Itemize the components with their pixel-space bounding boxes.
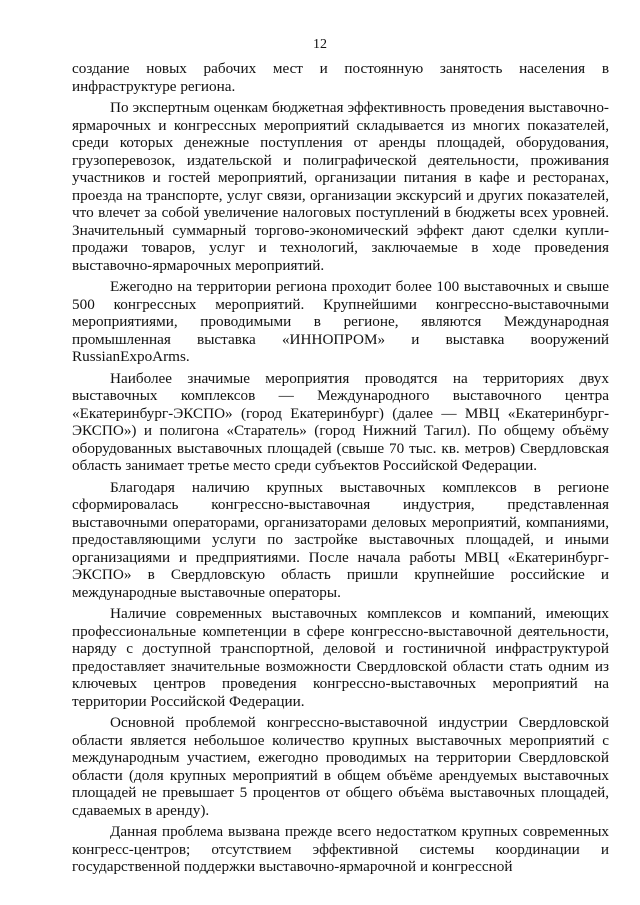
paragraph-opportunities: Наличие современных выставочных комплексов и компаний, имеющих профессиональные компетенции в сфере конгрессно-выставочной деятельности, наряду с доступной транспортной, деловой и гостиничной инфраструктурой предоставляет значительные возможности Свердловской области стать одним из ключевых центров проведения конгрессно-выставочных мероприятий на территории Российской Федерации. — [72, 605, 609, 710]
paragraph-main-problem: Основной проблемой конгрессно-выставочной индустрии Свердловской области является небольшое количество крупных выставочных мероприятий с международным участием, ежегодно проводимых на территории Свердловской области (доля крупных мероприятий в общем объёме арендуемых выставочных площадей не превышает 5 процентов от общего объёма выставочных площадей, сдаваемых в аренду). — [72, 714, 609, 819]
paragraph-budget-efficiency: По экспертным оценкам бюджетная эффективность проведения выставочно-ярмарочных и конгрессных мероприятий складывается из многих показателей, среди которых денежные поступления от аренды площадей, оборудования, грузоперевозок, издательской и полиграфической деятельности, проживания участников и гостей мероприятий, организации питания в кафе и ресторанах, проезда на транспорте, услуг связи, организации экскурсий и других показателей, что влечет за собой увеличение налоговых поступлений в бюджеты всех уровней. Значительный суммарный торгово-экономический эффект дают сделки купли-продажи товаров, услуг и технологий, заключаемые в ходе проведения выставочно-ярмарочных мероприятий. — [72, 99, 609, 274]
paragraph-problem-causes: Данная проблема вызвана прежде всего недостатком крупных современных конгресс-центров; отсутствием эффективной системы координации и государственной поддержки выставочно-ярмарочной и конгрессной — [72, 823, 609, 875]
paragraph-exhibition-complexes: Наиболее значимые мероприятия проводятся на территориях двух выставочных комплексов — Международного выставочного центра «Екатеринбург-ЭКСПО» (город Екатеринбург) (далее — МВЦ «Екатеринбург-ЭКСПО») и полигона «Старатель» (город Нижний Тагил). По общему объёму оборудованных выставочных площадей (свыше 70 тыс. кв. метров) Свердловская область занимает третье место среди субъектов Российской Федерации. — [72, 369, 609, 474]
page-number: 12 — [313, 37, 327, 52]
paragraph-annual-events: Ежегодно на территории региона проходит более 100 выставочных и свыше 500 конгрессных мероприятий. Крупнейшими конгрессно-выставочными мероприятиями, проводимыми в регионе, являются Международная промышленная выставка «ИННОПРОМ» и выставка вооружений RussianExpoArms. — [72, 278, 609, 365]
document-body — [72, 60, 609, 880]
paragraph-continuation: создание новых рабочих мест и постоянную занятость населения в инфраструктуре региона. — [72, 60, 609, 95]
paragraph-congress-industry: Благодаря наличию крупных выставочных комплексов в регионе сформировалась конгрессно-выставочная индустрия, представленная выставочными операторами, организаторами деловых мероприятий, компаниями, предоставляющими услуги по застройке выставочных площадей, и иными организациями и предприятиями. После начала работы МВЦ «Екатеринбург-ЭКСПО» в Свердловскую область пришли крупнейшие российские и международные выставочные операторы. — [72, 478, 609, 601]
